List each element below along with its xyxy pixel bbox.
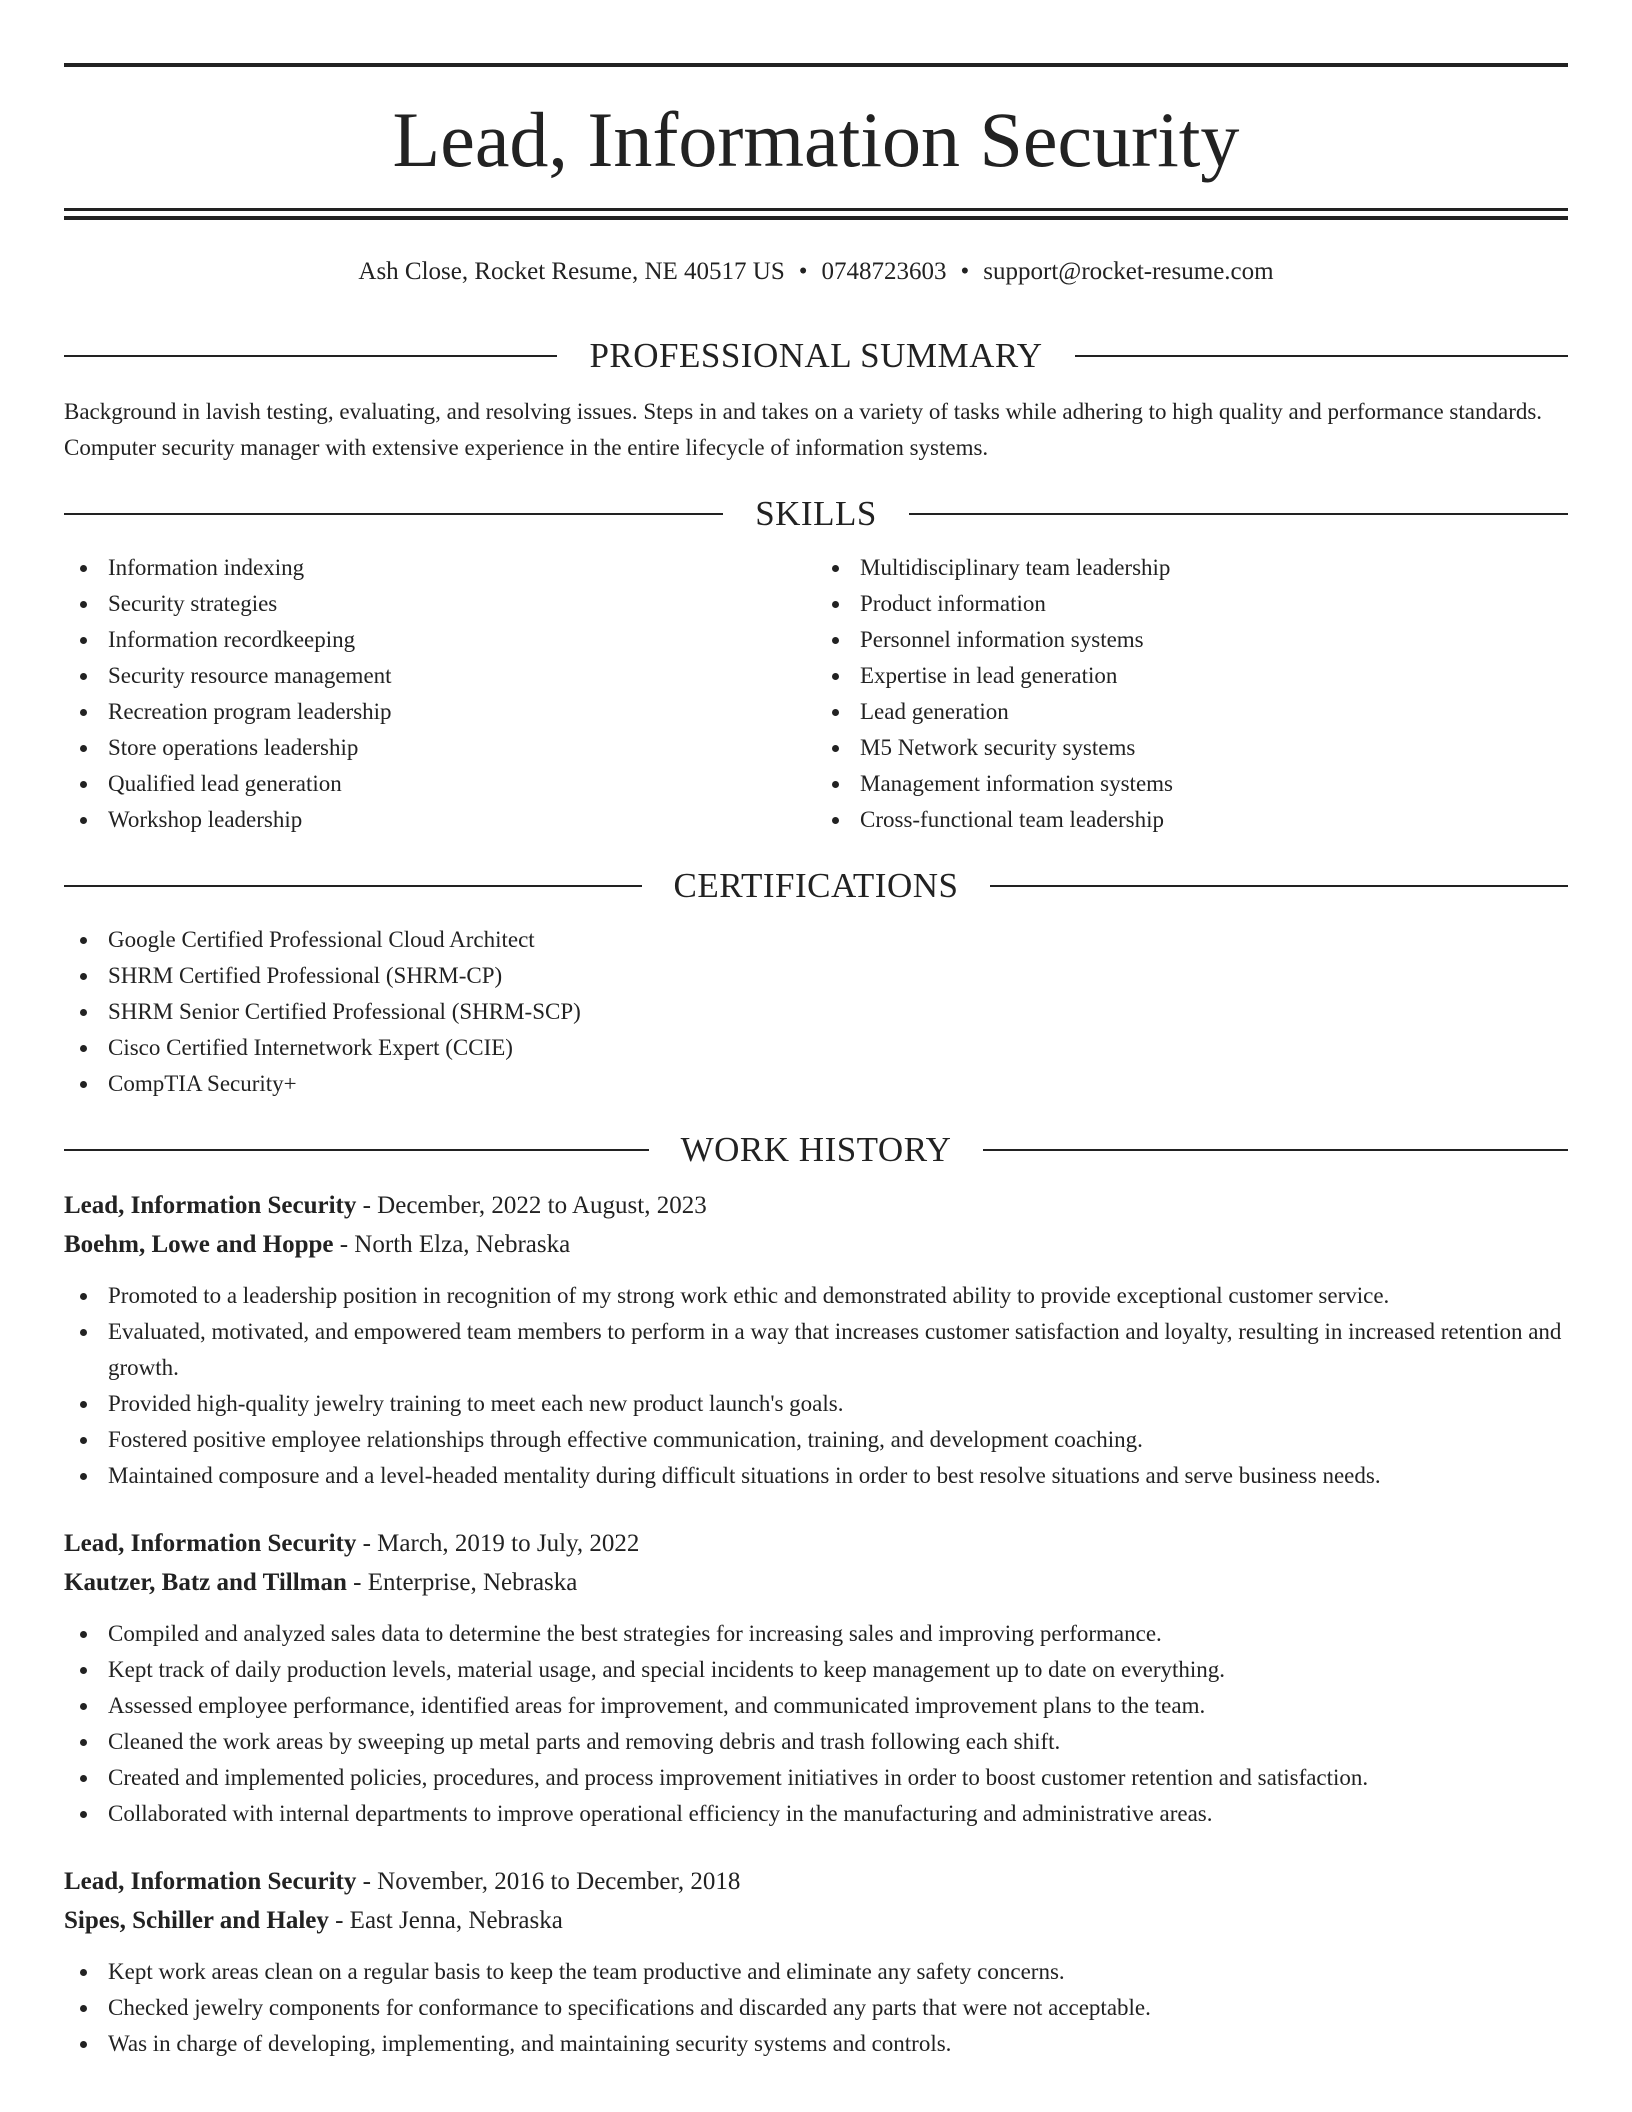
job-company: Boehm, Lowe and Hoppe xyxy=(64,1231,334,1258)
job-bullet: Kept track of daily production levels, material usage, and special incidents to keep management up to date on everything. xyxy=(64,1652,1568,1688)
section-title: CERTIFICATIONS xyxy=(673,866,959,905)
skill-item: Information indexing xyxy=(64,550,816,586)
skill-item: Product information xyxy=(816,586,1568,622)
certification-item: SHRM Certified Professional (SHRM-CP) xyxy=(64,958,1568,994)
contact-separator: • xyxy=(798,258,808,285)
job-location: - North Elza, Nebraska xyxy=(333,1231,571,1258)
skills-list xyxy=(64,550,1568,838)
job-company: Kautzer, Batz and Tillman xyxy=(64,1569,347,1596)
section-rule xyxy=(64,1149,649,1151)
section-rule xyxy=(983,1149,1568,1151)
job-title-line xyxy=(64,1862,1568,1901)
job-company-line xyxy=(64,1225,1568,1264)
job-bullet: Promoted to a leadership position in recognition of my strong work ethic and demonstrated ability to provide exceptional customer service. xyxy=(64,1278,1568,1314)
certification-item: SHRM Senior Certified Professional (SHRM-SCP) xyxy=(64,994,1568,1030)
certifications-list xyxy=(64,922,1568,1102)
skill-item: Workshop leadership xyxy=(64,802,816,838)
section-rule xyxy=(64,355,557,357)
section-rule xyxy=(1075,355,1568,357)
section-rule xyxy=(909,513,1568,515)
skill-item: M5 Network security systems xyxy=(816,730,1568,766)
contact-phone: 0748723603 xyxy=(821,258,947,285)
section-rule xyxy=(990,885,1568,887)
section-rule xyxy=(64,513,723,515)
skill-item: Cross-functional team leadership xyxy=(816,802,1568,838)
job-location: - East Jenna, Nebraska xyxy=(328,1907,563,1934)
job-bullets xyxy=(64,1954,1568,2062)
job-title: Lead, Information Security xyxy=(64,1192,357,1219)
job-company-line xyxy=(64,1563,1568,1602)
section-rule xyxy=(64,885,642,887)
skill-item: Management information systems xyxy=(816,766,1568,802)
job-title: Lead, Information Security xyxy=(64,1868,357,1895)
section-header-certifications xyxy=(64,860,1568,912)
job-bullet: Maintained composure and a level-headed mentality during difficult situations in order to best resolve situations and serve business needs. xyxy=(64,1458,1568,1494)
certification-item: Google Certified Professional Cloud Architect xyxy=(64,922,1568,958)
job-title-line xyxy=(64,1524,1568,1563)
job-bullet: Evaluated, motivated, and empowered team members to perform in a way that increases customer satisfaction and loyalty, resulting in increased retention and growth. xyxy=(64,1314,1568,1386)
skill-item: Expertise in lead generation xyxy=(816,658,1568,694)
job-bullets xyxy=(64,1616,1568,1832)
skill-item: Qualified lead generation xyxy=(64,766,816,802)
job-bullet: Cleaned the work areas by sweeping up metal parts and removing debris and trash following each shift. xyxy=(64,1724,1568,1760)
job-dates: - March, 2019 to July, 2022 xyxy=(356,1530,640,1557)
contact-separator: • xyxy=(960,258,970,285)
certification-item: Cisco Certified Internetwork Expert (CCIE) xyxy=(64,1030,1568,1066)
job-bullet: Checked jewelry components for conformance to specifications and discarded any parts that were not acceptable. xyxy=(64,1990,1568,2026)
section-title: SKILLS xyxy=(755,494,877,533)
contact-email: support@rocket-resume.com xyxy=(983,258,1274,285)
job-bullet: Provided high-quality jewelry training to meet each new product launch's goals. xyxy=(64,1386,1568,1422)
job-entry xyxy=(64,1186,1568,1494)
job-entry xyxy=(64,1524,1568,1832)
skill-item: Personnel information systems xyxy=(816,622,1568,658)
skills-column-left xyxy=(64,550,816,838)
section-title: PROFESSIONAL SUMMARY xyxy=(589,336,1043,375)
contact-address: Ash Close, Rocket Resume, NE 40517 US xyxy=(358,258,785,285)
skill-item: Security resource management xyxy=(64,658,816,694)
resume-title: Lead, Information Security xyxy=(392,96,1240,183)
skill-item: Multidisciplinary team leadership xyxy=(816,550,1568,586)
section-header-work-history xyxy=(64,1124,1568,1176)
job-bullet: Fostered positive employee relationships through effective communication, training, and development coaching. xyxy=(64,1422,1568,1458)
section-title: WORK HISTORY xyxy=(680,1130,952,1169)
skills-column-right xyxy=(816,550,1568,838)
job-title-line xyxy=(64,1186,1568,1225)
skill-item: Store operations leadership xyxy=(64,730,816,766)
job-company-line xyxy=(64,1901,1568,1940)
title-double-rule xyxy=(64,208,1568,220)
certification-item: CompTIA Security+ xyxy=(64,1066,1568,1102)
job-bullet: Created and implemented policies, procedures, and process improvement initiatives in order to boost customer retention and satisfaction. xyxy=(64,1760,1568,1796)
job-bullet: Was in charge of developing, implementing, and maintaining security systems and controls. xyxy=(64,2026,1568,2062)
skill-item: Security strategies xyxy=(64,586,816,622)
summary-text: Background in lavish testing, evaluating, and resolving issues. Steps in and takes on a variety of tasks while adhering to high quality and performance standards. Computer security manager with extensive experience in the entire lifecycle of information systems. xyxy=(64,399,1543,460)
job-entry xyxy=(64,1862,1568,2062)
skill-item: Information recordkeeping xyxy=(64,622,816,658)
job-title: Lead, Information Security xyxy=(64,1530,357,1557)
contact-line xyxy=(64,256,1568,288)
resume-content xyxy=(64,330,1568,2092)
job-bullet: Assessed employee performance, identified areas for improvement, and communicated improvement plans to the team. xyxy=(64,1688,1568,1724)
job-dates: - November, 2016 to December, 2018 xyxy=(356,1868,741,1895)
skill-item: Lead generation xyxy=(816,694,1568,730)
job-dates: - December, 2022 to August, 2023 xyxy=(356,1192,707,1219)
section-header-summary xyxy=(64,330,1568,382)
job-bullets xyxy=(64,1278,1568,1494)
job-location: - Enterprise, Nebraska xyxy=(346,1569,578,1596)
job-bullet: Collaborated with internal departments to improve operational efficiency in the manufacturing and administrative areas. xyxy=(64,1796,1568,1832)
job-company: Sipes, Schiller and Haley xyxy=(64,1907,329,1934)
top-rule xyxy=(64,63,1568,67)
section-header-skills xyxy=(64,488,1568,540)
skill-item: Recreation program leadership xyxy=(64,694,816,730)
job-bullet: Compiled and analyzed sales data to determine the best strategies for increasing sales and improving performance. xyxy=(64,1616,1568,1652)
job-bullet: Kept work areas clean on a regular basis to keep the team productive and eliminate any safety concerns. xyxy=(64,1954,1568,1990)
